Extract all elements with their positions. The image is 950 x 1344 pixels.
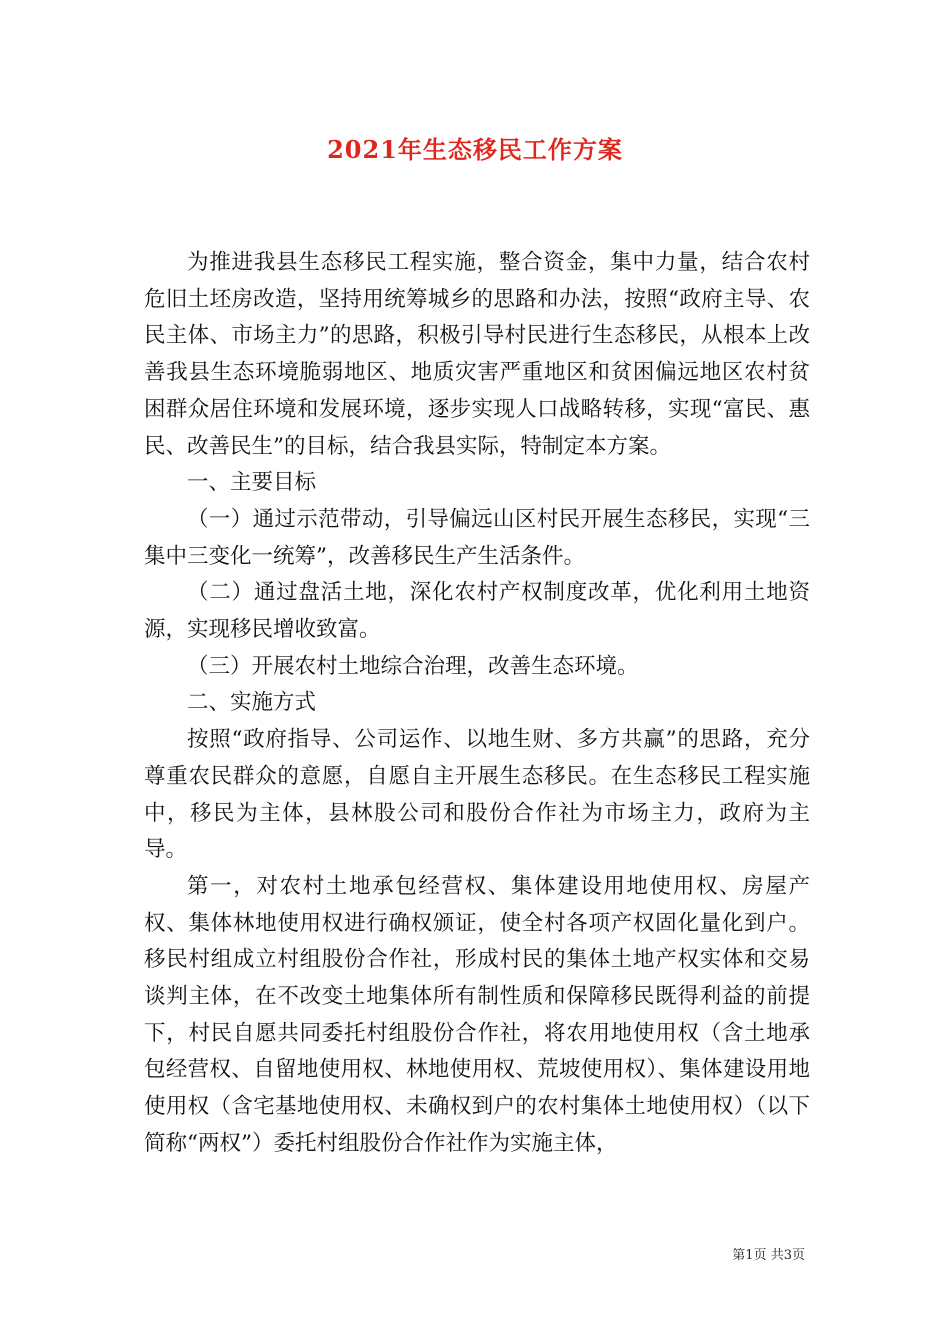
document-body — [144, 245, 810, 1163]
page-footer — [0, 1247, 805, 1265]
footer-suffix: 页 — [791, 1248, 805, 1263]
goal-item-3: （三）开展农村土地综合治理，改善生态环境。 — [187, 653, 639, 679]
goal-item-1: （一）通过示范带动，引导偏远山区村民开展生态移民，实现“三集中三变化一统筹”，改善移民生产生活条件。 — [144, 506, 810, 569]
intro-paragraph: 为推进我县生态移民工程实施，整合资金，集中力量，结合农村危旧土坯房改造，坚持用统筹城乡的思路和办法，按照“政府主导、农民主体、市场主力”的思路，积极引导村民进行生态移民，从根本上改善我县生态环境脆弱地区、地质灾害严重地区和贫困偏远地区农村贫困群众居住环境和发展环境，逐步实现人口战略转移，实现“富民、惠民、改善民生”的目标，结合我县实际，特制定本方案。 — [144, 250, 810, 459]
goal-item-2: （二）通过盘活土地，深化农村产权制度改革，优化利用土地资源，实现移民增收致富。 — [144, 580, 810, 643]
document-title: 2021年生态移民工作方案 — [327, 135, 623, 164]
methods-paragraph: 按照“政府指导、公司运作、以地生财、多方共赢”的思路，充分尊重农民群众的意愿，自愿自主开展生态移民。在生态移民工程实施中，移民为主体，县林股公司和股份合作社为市场主力，政府为主导。 — [144, 727, 810, 863]
total-pages-number: 3 — [783, 1248, 792, 1263]
current-page-number: 1 — [745, 1248, 754, 1263]
footer-middle: 页 共 — [753, 1248, 784, 1263]
footer-prefix: 第 — [732, 1248, 746, 1263]
first-measure-paragraph: 第一，对农村土地承包经营权、集体建设用地使用权、房屋产权、集体林地使用权进行确权颁证，使全村各项产权固化量化到户。移民村组成立村组股份合作社，形成村民的集体土地产权实体和交易谈判主体，在不改变土地集体所有制性质和保障移民既得利益的前提下，村民自愿共同委托村组股份合作社，将农用地使用权（含土地承包经营权、自留地使用权、林地使用权、荒坡使用权）、集体建设用地使用权（含宅基地使用权、未确权到户的农村集体土地使用权）（以下简称“两权”）委托村组股份合作社作为实施主体， — [144, 873, 810, 1156]
section-heading-methods: 二、实施方式 — [187, 690, 317, 716]
section-heading-goals: 一、主要目标 — [187, 470, 317, 496]
